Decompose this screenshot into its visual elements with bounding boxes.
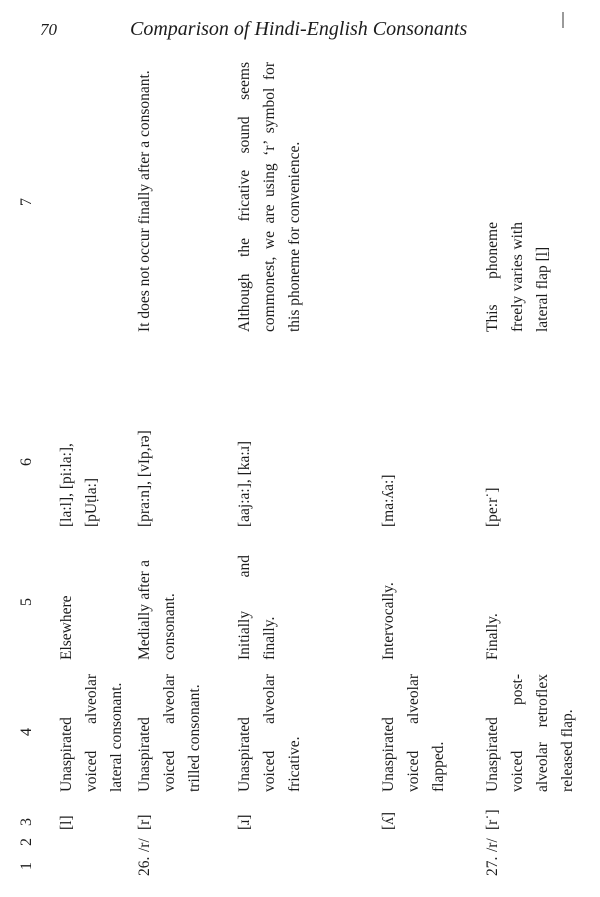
environment-cell: Medially after a consonant. [136,560,178,660]
column-number-6: 6 [18,458,35,466]
example-cell: [pe:r˙] [484,487,501,527]
example-cell: [la:l], [pi:la:], [pUṭla:] [58,443,100,527]
scan-mark [562,12,564,28]
environment-cell: Initially and finally. [236,555,278,660]
allophone-cell: [l] [58,815,75,830]
column-number-2: 2 [18,838,35,846]
column-number-4: 4 [18,728,35,736]
environment-cell: Finally. [484,613,501,660]
allophone-cell: [r˙] [484,809,501,830]
environment-cell: Elsewhere [58,595,75,660]
description-cell: Unaspirated voiced alveolar lateral consonant. [58,674,125,792]
example-cell: [pra:n], [vIp,rə] [136,430,153,527]
column-number-5: 5 [18,598,35,606]
remarks-cell: It does not occur finally after a consonant. [136,70,153,332]
phoneme-cell: /r/ [484,838,501,852]
allophone-cell: [r] [136,814,153,830]
running-head: Comparison of Hindi-English Consonants [130,18,468,40]
allophone-cell: [ʎ] [380,811,397,830]
example-cell: [aaj:a:], [ka:ɹ] [236,440,253,527]
description-cell: Unaspirated voiced alveolar fricative. [236,674,303,792]
description-cell: Unaspirated voiced post-alveolar retroflex released flap. [484,674,576,792]
remarks-cell: This phoneme freely varies with lateral flap [l̠] [484,222,551,332]
description-cell: Unaspirated voiced alveolar flapped. [380,674,447,792]
column-number-1: 1 [18,862,35,870]
allophone-cell: [ɹ] [236,814,253,830]
column-number-row [14,42,44,882]
rotated-table [14,42,600,882]
serial-number: 27. [484,856,501,876]
phoneme-cell: /r/ [136,838,153,852]
column-number-3: 3 [18,818,35,826]
environment-cell: Intervocally. [380,582,397,660]
column-number-7: 7 [18,198,35,206]
serial-number: 26. [136,856,153,876]
example-cell: [ma:ʎa:] [380,474,397,527]
remarks-cell: Although the fricative sound seems commonest, we are using ‘r’ symbol for this phoneme for convenience. [236,62,303,332]
page-number: 70 [40,20,57,39]
description-cell: Unaspirated voiced alveolar trilled consonant. [136,674,203,792]
